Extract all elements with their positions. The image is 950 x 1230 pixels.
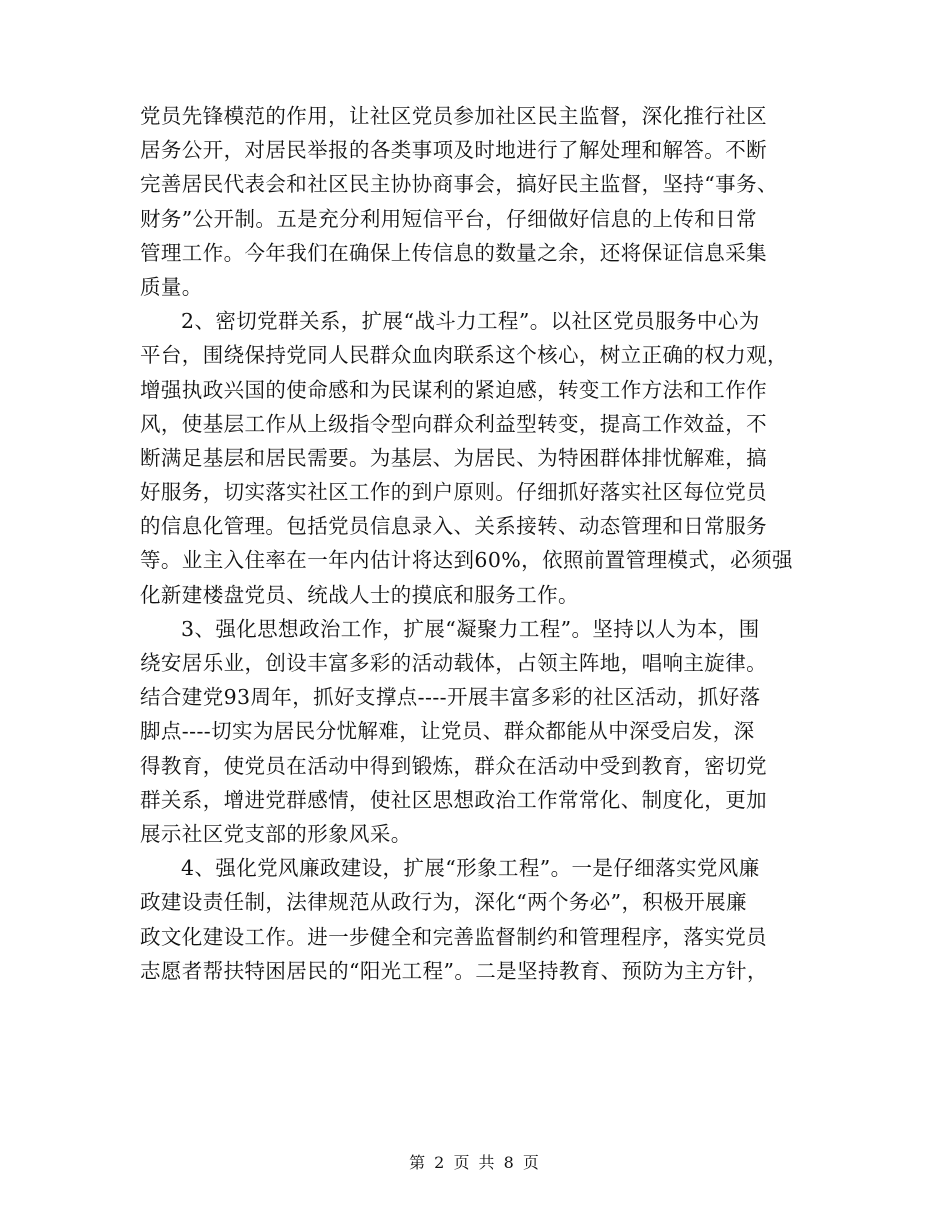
text-line: 绕安居乐业，创设丰富多彩的活动载体，占领主阵地，唱响主旋律。: [140, 651, 767, 675]
text-line: 完善居民代表会和社区民主协协商事会，搞好民主监督，坚持“事务、: [140, 172, 778, 197]
text-line: 风，使基层工作从上级指令型向群众利益型转变，提高工作效益，不: [140, 411, 767, 436]
text-line: 管理工作。今年我们在确保上传信息的数量之余，还将保证信息采集: [140, 240, 767, 265]
text-line: 结合建党93周年，抓好支撑点----开展丰富多彩的社区活动，抓好落: [140, 685, 761, 710]
text-line: 政建设责任制，法律规范从政行为，深化“两个务必”，积极开展廉: [140, 890, 747, 915]
text-line: 4、强化党风廉政建设，扩展“形象工程”。一是仔细落实党风廉: [181, 856, 760, 881]
text-line: 群关系，增进党群感情，使社区思想政治工作常常化、制度化，更加: [140, 787, 767, 812]
text-line: 展示社区党支部的形象风采。: [140, 821, 412, 846]
text-line: 政文化建设工作。进一步健全和完善监督制约和管理程序，落实党员: [140, 924, 767, 949]
text-line: 居务公开，对居民举报的各类事项及时地进行了解处理和解答。不断: [140, 138, 767, 163]
text-line: 增强执政兴国的使命感和为民谋利的紧迫感，转变工作方法和工作作: [140, 377, 767, 402]
text-line: 脚点----切实为居民分忧解难，让党员、群众都能从中深受启发，深: [140, 719, 755, 744]
text-line: 平台，围绕保持党同人民群众血肉联系这个核心，树立正确的权力观，: [140, 343, 788, 368]
document-body: [140, 99, 810, 988]
text-line: 化新建楼盘党员、统战人士的摸底和服务工作。: [140, 582, 579, 607]
text-line: 质量。: [140, 274, 203, 299]
text-line: 党员先锋模范的作用，让社区党员参加社区民主监督，深化推行社区: [140, 104, 767, 128]
text-line: 财务”公开制。五是充分利用短信平台，仔细做好信息的上传和日常: [140, 206, 757, 231]
text-line: 2、密切党群关系，扩展“战斗力工程”。以社区党员服务中心为: [181, 309, 760, 334]
text-line: 志愿者帮扶特困居民的“阳光工程”。二是坚持教育、预防为主方针，: [140, 958, 768, 983]
text-line: 的信息化管理。包括党员信息录入、关系接转、动态管理和日常服务: [140, 514, 767, 539]
text-line: 等。业主入住率在一年内估计将达到60%，依照前置管理模式，必须强: [140, 548, 793, 573]
page-footer: 第 2 页 共 8 页: [409, 1153, 541, 1172]
text-line: 好服务，切实落实社区工作的到户原则。仔细抓好落实社区每位党员: [140, 480, 767, 505]
text-line: 得教育，使党员在活动中得到锻炼，群众在活动中受到教育，密切党: [140, 753, 767, 778]
text-line: 断满足基层和居民需要。为基层、为居民、为特困群体排忧解难，搞: [140, 445, 767, 470]
text-line: 3、强化思想政治工作，扩展“凝聚力工程”。坚持以人为本，围: [181, 616, 760, 641]
